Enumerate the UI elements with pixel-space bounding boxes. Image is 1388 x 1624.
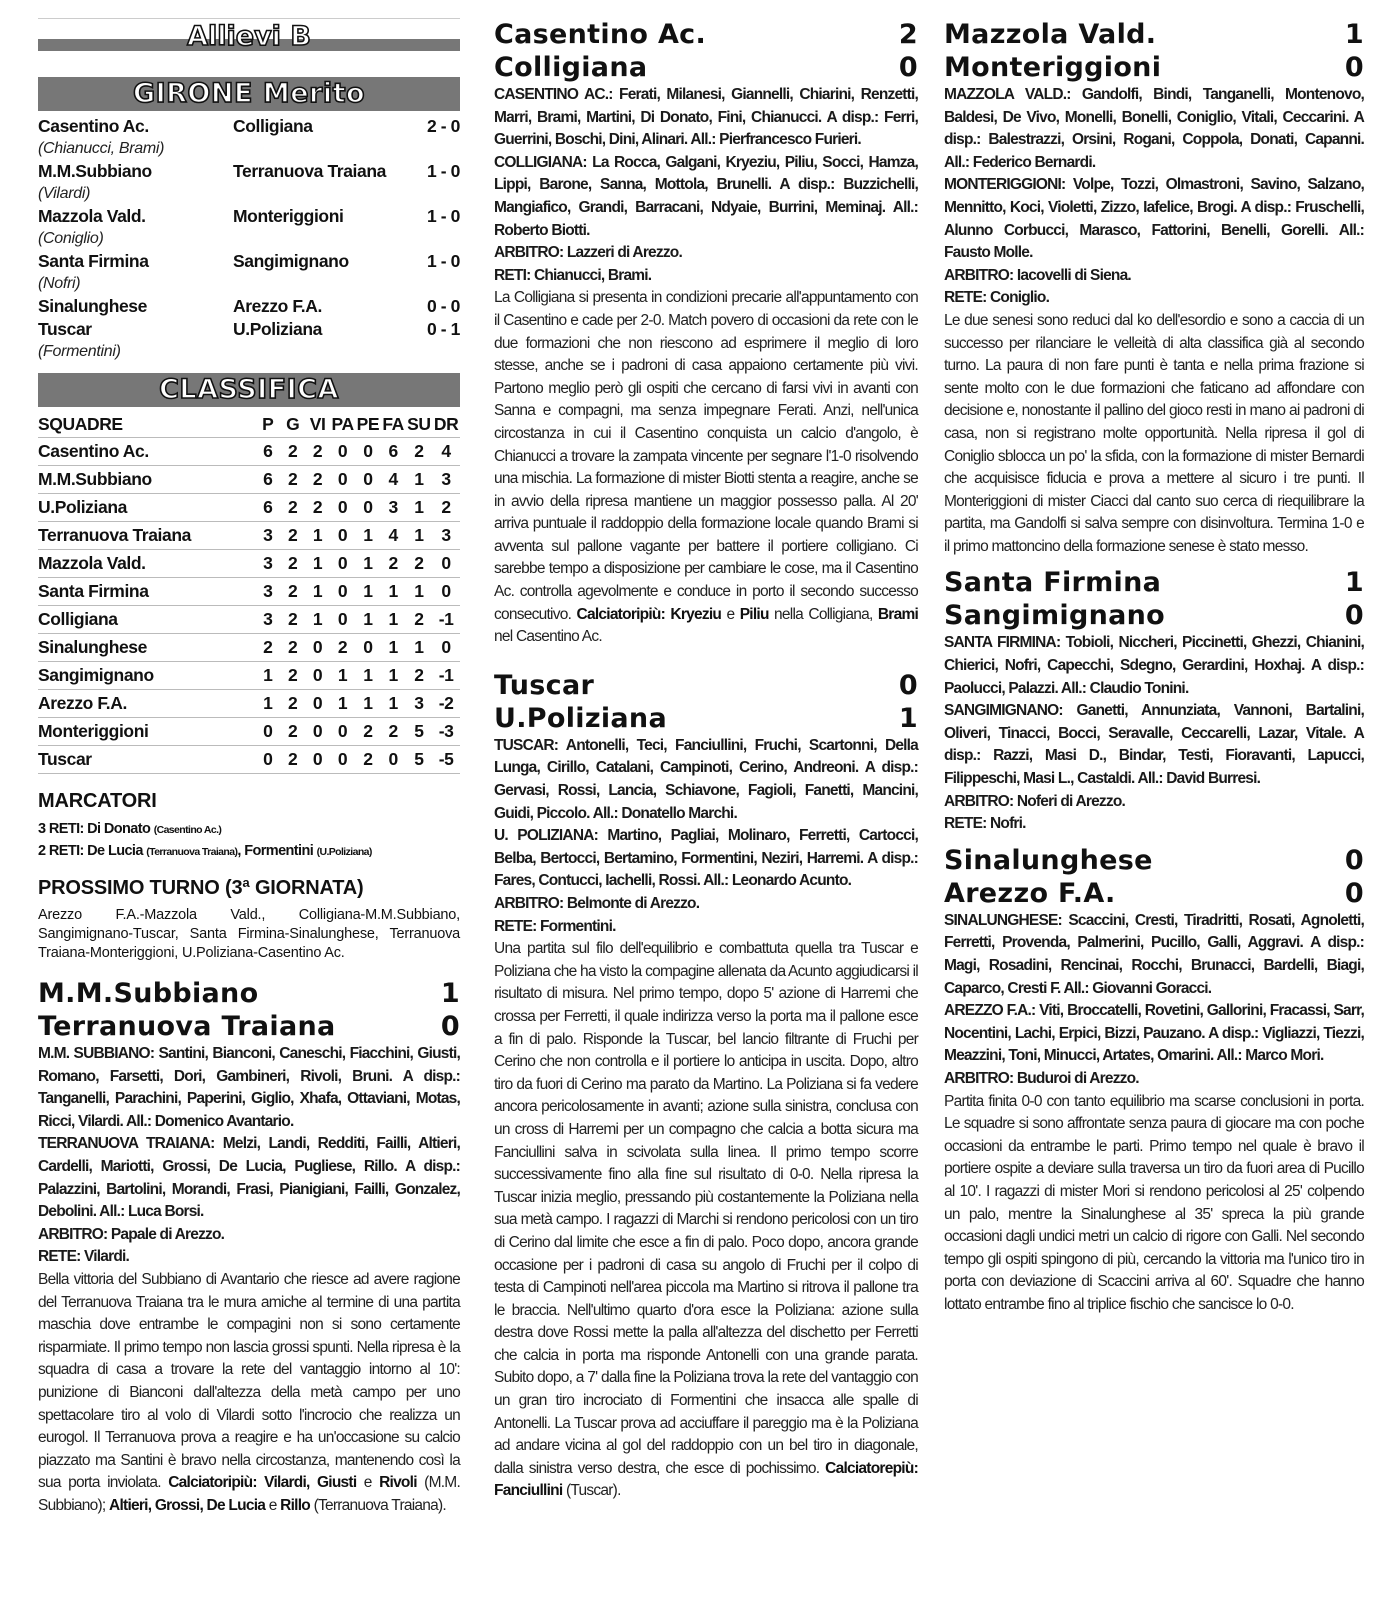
- stat-cell: 0: [330, 578, 355, 606]
- best-players: Fanciullini: [494, 1482, 563, 1500]
- stat-cell: 0: [330, 466, 355, 494]
- standings-row: [38, 494, 460, 522]
- result-away: Monteriggioni: [233, 206, 344, 226]
- match-away-row: [944, 51, 1364, 84]
- stat-cell: 3: [406, 690, 433, 718]
- stat-cell: 2: [280, 494, 305, 522]
- stat-cell: 1: [406, 578, 433, 606]
- stat-cell: -1: [432, 662, 460, 690]
- stat-cell: 2: [432, 494, 460, 522]
- match-home-team: Sinalunghese: [944, 844, 1153, 876]
- prossimo-title: PROSSIMO TURNO (3ª GIORNATA): [38, 877, 364, 899]
- stat-cell: 2: [280, 550, 305, 578]
- standings-row: [38, 438, 460, 466]
- match-home-score: 0: [1344, 844, 1364, 876]
- conjunction: e: [726, 605, 735, 623]
- stat-cell: 2: [280, 606, 305, 634]
- stat-cell: 2: [330, 634, 355, 662]
- stat-cell: 1: [305, 606, 330, 634]
- result-item: [38, 160, 460, 205]
- stat-cell: 1: [355, 606, 381, 634]
- result-item: [38, 115, 460, 160]
- match-away-team: Monteriggioni: [944, 52, 1162, 83]
- standings-row: [38, 466, 460, 494]
- stat-cell: -1: [432, 606, 460, 634]
- stat-cell: 1: [305, 578, 330, 606]
- result-away: Colligiana: [233, 116, 313, 136]
- stat-cell: 2: [355, 746, 381, 774]
- standings-row: [38, 718, 460, 746]
- referee: ARBITRO: Iacovelli di Siena.: [944, 266, 1131, 284]
- best-players: Rivoli: [379, 1474, 417, 1492]
- stat-cell: 2: [406, 550, 433, 578]
- stat-cell: 1: [406, 494, 433, 522]
- stat-cell: 0: [255, 718, 280, 746]
- match-home-row: [944, 844, 1364, 877]
- result-home: Tuscar: [38, 319, 92, 339]
- match-away-team: U.Poliziana: [494, 702, 667, 734]
- home-lineup: TUSCAR: Antonelli, Teci, Fanciullini, Fruchi, Scartonni, Della Lunga, Cirillo, Catalani, Campinoti, Cerino, Andreoni. A disp.: Gervasi, Rossi, Lancia, Schiavone, Fagioli, Fanetti, Mancini, Guidi, Piccolo. All.: Donatello Marchi.: [494, 736, 918, 822]
- prossimo-text: Arezzo F.A.-Mazzola Vald., Colligiana-M.M.Subbiano, Sangimignano-Tuscar, Santa Firmina-Sinalunghese, Terranuova Traiana-Monteriggioni, U.Poliziana-Casentino Ac.: [38, 907, 460, 961]
- referee: ARBITRO: Papale di Arezzo.: [38, 1225, 225, 1243]
- result-away: Sangimignano: [233, 251, 349, 271]
- stat-cell: 0: [305, 634, 330, 662]
- away-lineup: AREZZO F.A.: Viti, Broccatelli, Rovetini, Gallorini, Fracassi, Sarr, Nocentini, Lachi, Erpici, Bizzi, Pauzano. A disp.: Vigliazzi, Tiezzi, Meazzini, Toni, Minucci, Artates, Omarini. All.: Marco Mori.: [944, 1002, 1364, 1065]
- stat-cell: 1: [355, 550, 381, 578]
- stat-cell: 1: [255, 690, 280, 718]
- stat-cell: 0: [330, 522, 355, 550]
- away-lineup: SANGIMIGNANO: Ganetti, Annunziata, Vannoni, Bartalini, Oliveri, Tinacci, Bocci, Seravalle, Ceccarelli, Lazar, Vitale. A disp.: Razzi, Masi D., Bindar, Testi, Fioravanti, Lapucci, Filippeschi, Masi L., Castaldi. All.: David Burresi.: [944, 702, 1364, 788]
- result-away: U.Poliziana: [233, 319, 322, 339]
- match-home-row: [494, 18, 918, 51]
- stat-cell: 2: [355, 718, 381, 746]
- standings-header: [38, 411, 460, 438]
- stat-cell: 0: [255, 746, 280, 774]
- result-home: M.M.Subbiano: [38, 161, 152, 181]
- result-score: 2 - 0: [426, 116, 460, 136]
- match-away-score: 1: [898, 702, 918, 734]
- standings-row: [38, 662, 460, 690]
- conjunction: e: [363, 1474, 372, 1492]
- match-away-row: [944, 877, 1364, 910]
- stat-cell: 1: [381, 578, 406, 606]
- column-left: [38, 18, 460, 1517]
- result-score: 0 - 1: [426, 319, 460, 339]
- referee: ARBITRO: Belmonte di Arezzo.: [494, 895, 700, 912]
- stat-cell: 0: [381, 746, 406, 774]
- stat-cell: 6: [255, 494, 280, 522]
- best-players: Altieri, Grossi, De Lucia: [109, 1496, 266, 1514]
- team-name: Tuscar: [38, 746, 255, 774]
- home-lineup: SANTA FIRMINA: Tobioli, Niccheri, Piccinetti, Ghezzi, Chianini, Chierici, Nofri, Capecchi, Sdegno, Gerardini, Hoxhaj. A disp.: Paolucci, Palazzi. All.: Claudio Tonini.: [944, 634, 1364, 697]
- result-home: Sinalunghese: [38, 296, 147, 316]
- stat-cell: 2: [381, 718, 406, 746]
- match-home-team: Tuscar: [494, 669, 595, 701]
- match-report: [38, 1269, 460, 1518]
- match-away-score: 0: [1344, 600, 1364, 632]
- away-lineup: U. POLIZIANA: Martino, Pagliai, Molinaro, Ferretti, Cartocci, Belba, Bertocci, Bertamino, Formentini, Neziri, Harremi. A disp.: Fares, Contucci, Iachelli, Rossi. All.: Leonardo Acunto.: [494, 827, 918, 890]
- girone-title: GIRONE Merito: [132, 78, 366, 109]
- stat-cell: 2: [305, 494, 330, 522]
- stat-cell: 0: [432, 634, 460, 662]
- stat-cell: 3: [432, 522, 460, 550]
- best-players-team: (Tuscar).: [565, 1482, 621, 1500]
- stat-cell: 0: [355, 466, 381, 494]
- result-score: 0 - 0: [426, 296, 460, 316]
- stat-cell: 2: [280, 522, 305, 550]
- col-header: PE: [355, 411, 381, 438]
- col-header: SQUADRE: [38, 411, 255, 438]
- team-name: M.M.Subbiano: [38, 466, 255, 494]
- result-home: Casentino Ac.: [38, 116, 149, 136]
- goals: RETE: Coniglio.: [944, 289, 1050, 307]
- goals: RETI: Chianucci, Brami.: [494, 266, 652, 284]
- home-lineup: M.M. SUBBIANO: Santini, Bianconi, Caneschi, Fiacchini, Giusti, Romano, Farsetti, Dori, Gambineri, Rivoli, Bruni. A disp.: Tanganelli, Parachini, Paperini, Giglio, Xhafa, Ottaviani, Motas, Ricci, Vilardi. All.: Domenico Avantario.: [38, 1045, 460, 1130]
- category-title: Allievi B: [187, 21, 311, 52]
- stat-cell: 0: [305, 718, 330, 746]
- stat-cell: 0: [432, 550, 460, 578]
- referee: ARBITRO: Noferi di Arezzo.: [944, 792, 1125, 810]
- marcatori-team: (Casentino Ac.): [153, 824, 222, 836]
- match-home-row: [944, 18, 1364, 51]
- standings-body: [38, 438, 460, 774]
- stat-cell: 1: [406, 634, 433, 662]
- stat-cell: 1: [381, 606, 406, 634]
- marcatori-label: 3 RETI: Di Donato: [38, 821, 151, 837]
- match-home-team: Casentino Ac.: [494, 19, 707, 50]
- column-middle: [494, 18, 918, 1503]
- result-item: [38, 250, 460, 295]
- marcatori-title: MARCATORI: [38, 790, 157, 812]
- result-score: 1 - 0: [426, 251, 460, 271]
- col-header: P: [255, 411, 280, 438]
- stat-cell: 0: [355, 494, 381, 522]
- match-away-team: Colligiana: [494, 52, 648, 83]
- classifica-title: CLASSIFICA: [159, 374, 339, 405]
- stat-cell: 6: [255, 438, 280, 466]
- girone-banner: [38, 77, 460, 111]
- match-away-team: Sangimignano: [944, 600, 1165, 632]
- match-home-row: [944, 566, 1364, 599]
- stat-cell: 0: [305, 746, 330, 774]
- away-lineup: TERRANUOVA TRAIANA: Melzi, Landi, Redditi, Failli, Altieri, Cardelli, Mariotti, Grossi, De Lucia, Pugliese, Rillo. A disp.: Palazzini, Bartolini, Morandi, Frasi, Pianigiani, Failli, Gonzalez, Debolini. All.: Luca Borsi.: [38, 1135, 460, 1221]
- match-home-row: [494, 669, 918, 702]
- report-text: La Colligiana si presenta in condizioni precarie all'appuntamento con il Casentino e cade per 2-0. Match povero di occasioni da rete con le due formazioni che non riescono ad esprimere il meglio di loro stesse, anche se i padroni di casa appaiono certamente più vivi. Partono meglio però gli ospiti che cercano di farsi vivi in avanti con Sanna e compagni, ma senza impegnare Ferati. Anzi, nell'unica circostanza in cui il Casentino conquista un calcio d'angolo, è Chianucci a trovare la zampata vincente per segnare l'1-0 risolvendo una mischia. La formazione di mister Biotti stenta a reagire, anche se in avvio della ripresa mantiene un maggior possesso palla. Al 20' arriva puntuale il raddoppio della formazione locale quando Brami si avventa sul pallone vagante per battere il portiere colligiano. Ci sarebbe tempo a disposizione per cambiare le cose, ma il Casentino Ac. controlla agevolmente e conduce in porto il secondo successo consecutivo.: [494, 289, 918, 623]
- match-home-score: 1: [1344, 19, 1364, 50]
- best-players-label: Calciatorepiù:: [825, 1459, 918, 1477]
- result-item: [38, 205, 460, 250]
- stat-cell: 6: [255, 466, 280, 494]
- stat-cell: 2: [280, 634, 305, 662]
- team-name: Arezzo F.A.: [38, 690, 255, 718]
- stat-cell: 1: [305, 550, 330, 578]
- conjunction: e: [268, 1496, 277, 1514]
- team-name: Terranuova Traiana: [38, 522, 255, 550]
- match-away-score: 0: [1344, 877, 1364, 909]
- stat-cell: 2: [280, 578, 305, 606]
- report-text: Bella vittoria del Subbiano di Avantario che riesce ad avere ragione del Terranuova Traiana tra le mura amiche al termine di una partita maschia dove entrambe le compagini non si sono certamente risparmiate. Il primo tempo non lascia grossi spunti. Nella ripresa è la squadra di casa a trovare la rete del vantaggio intorno al 10': punizione di Bianconi dall'altezza della metà campo per uno spettacolare tiro al volo di Vilardi sotto l'incrocio che realizza un eurogol. Il Terranuova prova a reagire e ha un'occasione su calcio piazzato ma Santini è bravo nella circostanza, mantenendo così la sua porta inviolata.: [38, 1270, 460, 1492]
- standings-row: [38, 578, 460, 606]
- stat-cell: 1: [381, 634, 406, 662]
- marcatori-line: [38, 819, 460, 841]
- stat-cell: 2: [381, 550, 406, 578]
- stat-cell: 2: [280, 746, 305, 774]
- match-away-row: [494, 51, 918, 84]
- marcatori-line: [38, 841, 460, 863]
- away-lineup: MONTERIGGIONI: Volpe, Tozzi, Olmastroni, Savino, Salzano, Mennitto, Koci, Violetti, Zizzo, Iafelice, Brogi. A disp.: Fruschelli, Alunno Corbucci, Marasco, Fattorini, Benelli, Gorelli. All.: Fausto Molle.: [944, 176, 1364, 262]
- team-name: U.Poliziana: [38, 494, 255, 522]
- stat-cell: 0: [305, 690, 330, 718]
- stat-cell: 4: [381, 522, 406, 550]
- col-header: G: [280, 411, 305, 438]
- home-lineup: MAZZOLA VALD.: Gandolfi, Bindi, Tanganelli, Montenovo, Baldesi, De Vivo, Monelli, Bonelli, Coniglio, Vitali, Ceccarini. A disp.: Balestrazzi, Orsini, Rogani, Coppola, Donati, Capanni. All.: Federico Bernardi.: [944, 86, 1364, 171]
- standings-table: [38, 411, 460, 774]
- match-home-team: Mazzola Vald.: [944, 19, 1157, 50]
- stat-cell: 4: [381, 466, 406, 494]
- result-scorers: (Nofri): [38, 275, 81, 292]
- stat-cell: 3: [255, 578, 280, 606]
- col-header: DR: [432, 411, 460, 438]
- match-away-score: 0: [898, 52, 918, 83]
- stat-cell: 6: [381, 438, 406, 466]
- best-players-team: (M.M. Subbiano);: [38, 1474, 461, 1514]
- stat-cell: 3: [255, 606, 280, 634]
- stat-cell: 0: [330, 494, 355, 522]
- col-header: SU: [406, 411, 433, 438]
- stat-cell: -2: [432, 690, 460, 718]
- stat-cell: 0: [305, 662, 330, 690]
- col-header: PA: [330, 411, 355, 438]
- stat-cell: 1: [355, 662, 381, 690]
- team-name: Santa Firmina: [38, 578, 255, 606]
- marcatori-team: (Terranuova Traiana): [146, 846, 238, 858]
- stat-cell: 1: [355, 690, 381, 718]
- match-away-team: Arezzo F.A.: [944, 877, 1116, 909]
- best-players-team: nella Colligiana,: [774, 605, 873, 623]
- results-list: [38, 115, 460, 363]
- match-away-row: [38, 1010, 460, 1043]
- result-scorers: (Vilardi): [38, 185, 91, 202]
- match-home-score: 0: [898, 669, 918, 701]
- stat-cell: 1: [406, 466, 433, 494]
- classifica-banner: [38, 373, 460, 407]
- col-header: VI: [305, 411, 330, 438]
- stat-cell: 2: [305, 466, 330, 494]
- match-away-row: [494, 702, 918, 735]
- match-away-team: Terranuova Traiana: [38, 1011, 336, 1042]
- match-report: [494, 287, 918, 649]
- goals: RETE: Nofri.: [944, 815, 1026, 833]
- home-lineup: SINALUNGHESE: Scaccini, Cresti, Tiradritti, Rosati, Agnoletti, Ferretti, Provenda, Palmerini, Pucillo, Galli, Aggravi. A disp.: Magi, Rosadini, Rencinai, Rocchi, Brunacci, Bardelli, Biagi, Caparco, Cresti F. All.: Giovanni Goracci.: [944, 911, 1364, 997]
- result-item: [38, 295, 460, 318]
- result-item: [38, 318, 460, 363]
- away-lineup: COLLIGIANA: La Rocca, Galgani, Kryeziu, Piliu, Socci, Hamza, Lippi, Barone, Sanna, Mottola, Brunelli. A disp.: Buzzichelli, Mangiafico, Grandi, Barracani, Ndyaie, Burrini, Meminaj. All.: Roberto Biotti.: [494, 153, 918, 239]
- stat-cell: 0: [330, 746, 355, 774]
- result-score: 1 - 0: [426, 206, 460, 226]
- match-home-score: 2: [898, 19, 918, 50]
- team-name: Colligiana: [38, 606, 255, 634]
- result-scorers: (Coniglio): [38, 230, 104, 247]
- stat-cell: 0: [330, 438, 355, 466]
- team-name: Sangimignano: [38, 662, 255, 690]
- marcatori-label: 2 RETI: De Lucia: [38, 843, 143, 859]
- team-name: Mazzola Vald.: [38, 550, 255, 578]
- marcatori-player: , Formentini: [237, 843, 314, 859]
- match-report: [494, 938, 918, 1503]
- stat-cell: -5: [432, 746, 460, 774]
- stat-cell: 1: [255, 662, 280, 690]
- stat-cell: 5: [406, 746, 433, 774]
- referee: ARBITRO: Lazzeri di Arezzo.: [494, 244, 682, 262]
- goals: RETE: Vilardi.: [38, 1248, 130, 1266]
- stat-cell: 1: [381, 662, 406, 690]
- stat-cell: 1: [406, 522, 433, 550]
- stat-cell: 1: [355, 522, 381, 550]
- best-players: Vilardi, Giusti: [264, 1474, 357, 1492]
- match-away-score: 0: [1344, 52, 1364, 83]
- team-name: Sinalunghese: [38, 634, 255, 662]
- standings-row: [38, 606, 460, 634]
- match-home-row: [38, 977, 460, 1010]
- stat-cell: 2: [280, 438, 305, 466]
- stat-cell: 1: [381, 690, 406, 718]
- stat-cell: 0: [330, 606, 355, 634]
- match-away-score: 0: [440, 1011, 460, 1042]
- stat-cell: -3: [432, 718, 460, 746]
- stat-cell: 2: [280, 662, 305, 690]
- stat-cell: 1: [355, 578, 381, 606]
- match-home-score: 1: [1344, 567, 1364, 599]
- stat-cell: 0: [330, 550, 355, 578]
- result-away: Terranuova Traiana: [233, 161, 386, 181]
- best-players-label: Calciatoripiù:: [576, 605, 666, 623]
- standings-row: [38, 634, 460, 662]
- stat-cell: 3: [255, 550, 280, 578]
- result-home: Mazzola Vald.: [38, 206, 146, 226]
- stat-cell: 0: [355, 438, 381, 466]
- stat-cell: 2: [255, 634, 280, 662]
- report-text: Una partita sul filo dell'equilibrio e combattuta quella tra Tuscar e Poliziana che ha visto la compagine allenata da Acunto aggiudicarsi il risultato di misura. Nel primo tempo, dopo 5' azione di Harremi che crossa per Ferretti, il quale indirizza verso la porta ma il pallone esce a fin di palo. Risponde la Tuscar, bel lancio filtrante di Fruchi per Cerino che non controlla e il portiere lo anticipa in uscita. Dopo, altro tiro da fuori di Cerino ma parato da Martino. La Poliziana si fa vedere ancora pericolosamente in avanti; azione sulla sinistra, conclusa con un cross di Harremi per un compagno che calcia a botta sicura ma Fanciullini salva in scivolata sulla linea. Il primo tempo scorre successivamente fino alla fine sul risultato di 0-0. Nella ripresa la Tuscar inizia meglio, pressando più costantemente la Poliziana nella sua metà campo. I ragazzi di Marchi si rendono pericolosi con un tiro di Cerino dal limite che esce a fin di palo. Poco dopo, ancora grande occasione per i padroni di casa su angolo di Fruchi per il colpo di testa di Campinoti nell'area piccola ma Martino si ritrova il pallone tra le braccia. Nell'ultimo quarto d'ora esce la Poliziana: azione sulla destra dove Rossi mette la palla all'altezza del dischetto per Ferretti che calcia in porta ma risponde Antonelli con una grande parata. Subito dopo, a 7' dalla fine la Poliziana trova la rete del vantaggio con un gran tiro incrociato di Formentini che insacca alle spalle di Antonelli. La Tuscar prova ad acciuffare il pareggio ma è la Poliziana ad andare vicina al gol del raddoppio con un bel tiro in diagonale, dalla sinistra verso destra, che esce di pochissimo.: [494, 940, 918, 1477]
- standings-row: [38, 550, 460, 578]
- goals: RETE: Formentini.: [494, 917, 616, 935]
- result-home: Santa Firmina: [38, 251, 149, 271]
- stat-cell: 1: [305, 522, 330, 550]
- col-header: FA: [381, 411, 406, 438]
- best-players-team: nel Casentino Ac.: [494, 628, 602, 646]
- match-report: Partita finita 0-0 con tanto equilibrio ma scarse conclusioni in porta. Le squadre si sono affrontate senza paura di giocare ma con poche occasioni da entrambe le parti. Primo tempo nel quale è bravo il portiere ospite a deviare sulla traversa un tiro da fuori area di Pucillo al 10'. I ragazzi di mister Mori si rendono pericolosi al 25' colpendo un palo, mentre la Sinalunghese al 35' spreca la più grande occasioni dagli undici metri un calcio di rigore con Galli. Nel secondo tempo gli ospiti spingono di più, cercando la vittoria ma l'unico tiro in porta con deviazione di Scaccini arriva al 60'. Squadre che hanno lottato entrambe fino al triplice fischio che sancisce lo 0-0.: [944, 1092, 1364, 1313]
- stat-cell: 3: [432, 466, 460, 494]
- home-lineup: CASENTINO AC.: Ferati, Milanesi, Giannelli, Chiarini, Renzetti, Marri, Brami, Martini, Di Donato, Fini, Chianucci. A disp.: Ferri, Guerrini, Boschi, Dini, Alinari. All.: Pierfrancesco Furieri.: [494, 86, 918, 149]
- match-home-score: 1: [440, 978, 460, 1009]
- best-players-label: Calciatoripiù:: [168, 1474, 257, 1492]
- match-away-row: [944, 599, 1364, 632]
- team-name: Casentino Ac.: [38, 438, 255, 466]
- stat-cell: 2: [406, 662, 433, 690]
- stat-cell: 0: [355, 634, 381, 662]
- stat-cell: 2: [280, 466, 305, 494]
- result-score: 1 - 0: [426, 161, 460, 181]
- stat-cell: 5: [406, 718, 433, 746]
- referee: ARBITRO: Buduroi di Arezzo.: [944, 1069, 1139, 1087]
- standings-row: [38, 746, 460, 774]
- stat-cell: 3: [381, 494, 406, 522]
- marcatori-team: (U.Poliziana): [316, 846, 372, 858]
- result-scorers: (Chianucci, Brami): [38, 140, 165, 157]
- stat-cell: 2: [305, 438, 330, 466]
- best-players-team: (Terranuova Traiana).: [313, 1496, 446, 1514]
- result-scorers: (Formentini): [38, 343, 121, 360]
- best-players: Brami: [877, 605, 919, 623]
- standings-row: [38, 690, 460, 718]
- stat-cell: 1: [330, 690, 355, 718]
- standings-row: [38, 522, 460, 550]
- result-away: Arezzo F.A.: [233, 296, 322, 316]
- stat-cell: 2: [280, 690, 305, 718]
- stat-cell: 1: [330, 662, 355, 690]
- best-players: Piliu: [739, 605, 769, 623]
- stat-cell: 3: [255, 522, 280, 550]
- match-report: Le due senesi sono reduci dal ko dell'esordio e sono a caccia di un successo per rilanciare le velleità di alta classifica già al secondo turno. La paura di non fare punti è tanta e nella prima frazione si sente molto con le due formazioni che faticano ad affondare con decisione e, nonostante il pallino del gioco resti in mano ai padroni di casa, non si registrano molte opportunità. Nella ripresa il gol di Coniglio sblocca un po' la sfida, con la formazione di mister Bernardi che acquisisce fiducia e prova a mettere al sicuro i tre punti. Il Monteriggioni di mister Ciacci dal canto suo cerca di riequilibrare la partita, ma Gandolfi si salva sempre con disinvoltura. Termina 1-0 e il primo mattoncino della formazione senese è stato messo.: [944, 311, 1364, 555]
- stat-cell: 2: [406, 438, 433, 466]
- category-banner: [38, 18, 460, 55]
- team-name: Monteriggioni: [38, 718, 255, 746]
- stat-cell: 2: [406, 606, 433, 634]
- stat-cell: 0: [330, 718, 355, 746]
- stat-cell: 0: [432, 578, 460, 606]
- match-home-team: M.M.Subbiano: [38, 978, 259, 1009]
- stat-cell: 2: [280, 718, 305, 746]
- stat-cell: 4: [432, 438, 460, 466]
- best-players: Rillo: [280, 1496, 310, 1514]
- best-players: Kryeziu: [670, 605, 722, 623]
- column-right: [944, 18, 1364, 1317]
- match-home-team: Santa Firmina: [944, 567, 1162, 599]
